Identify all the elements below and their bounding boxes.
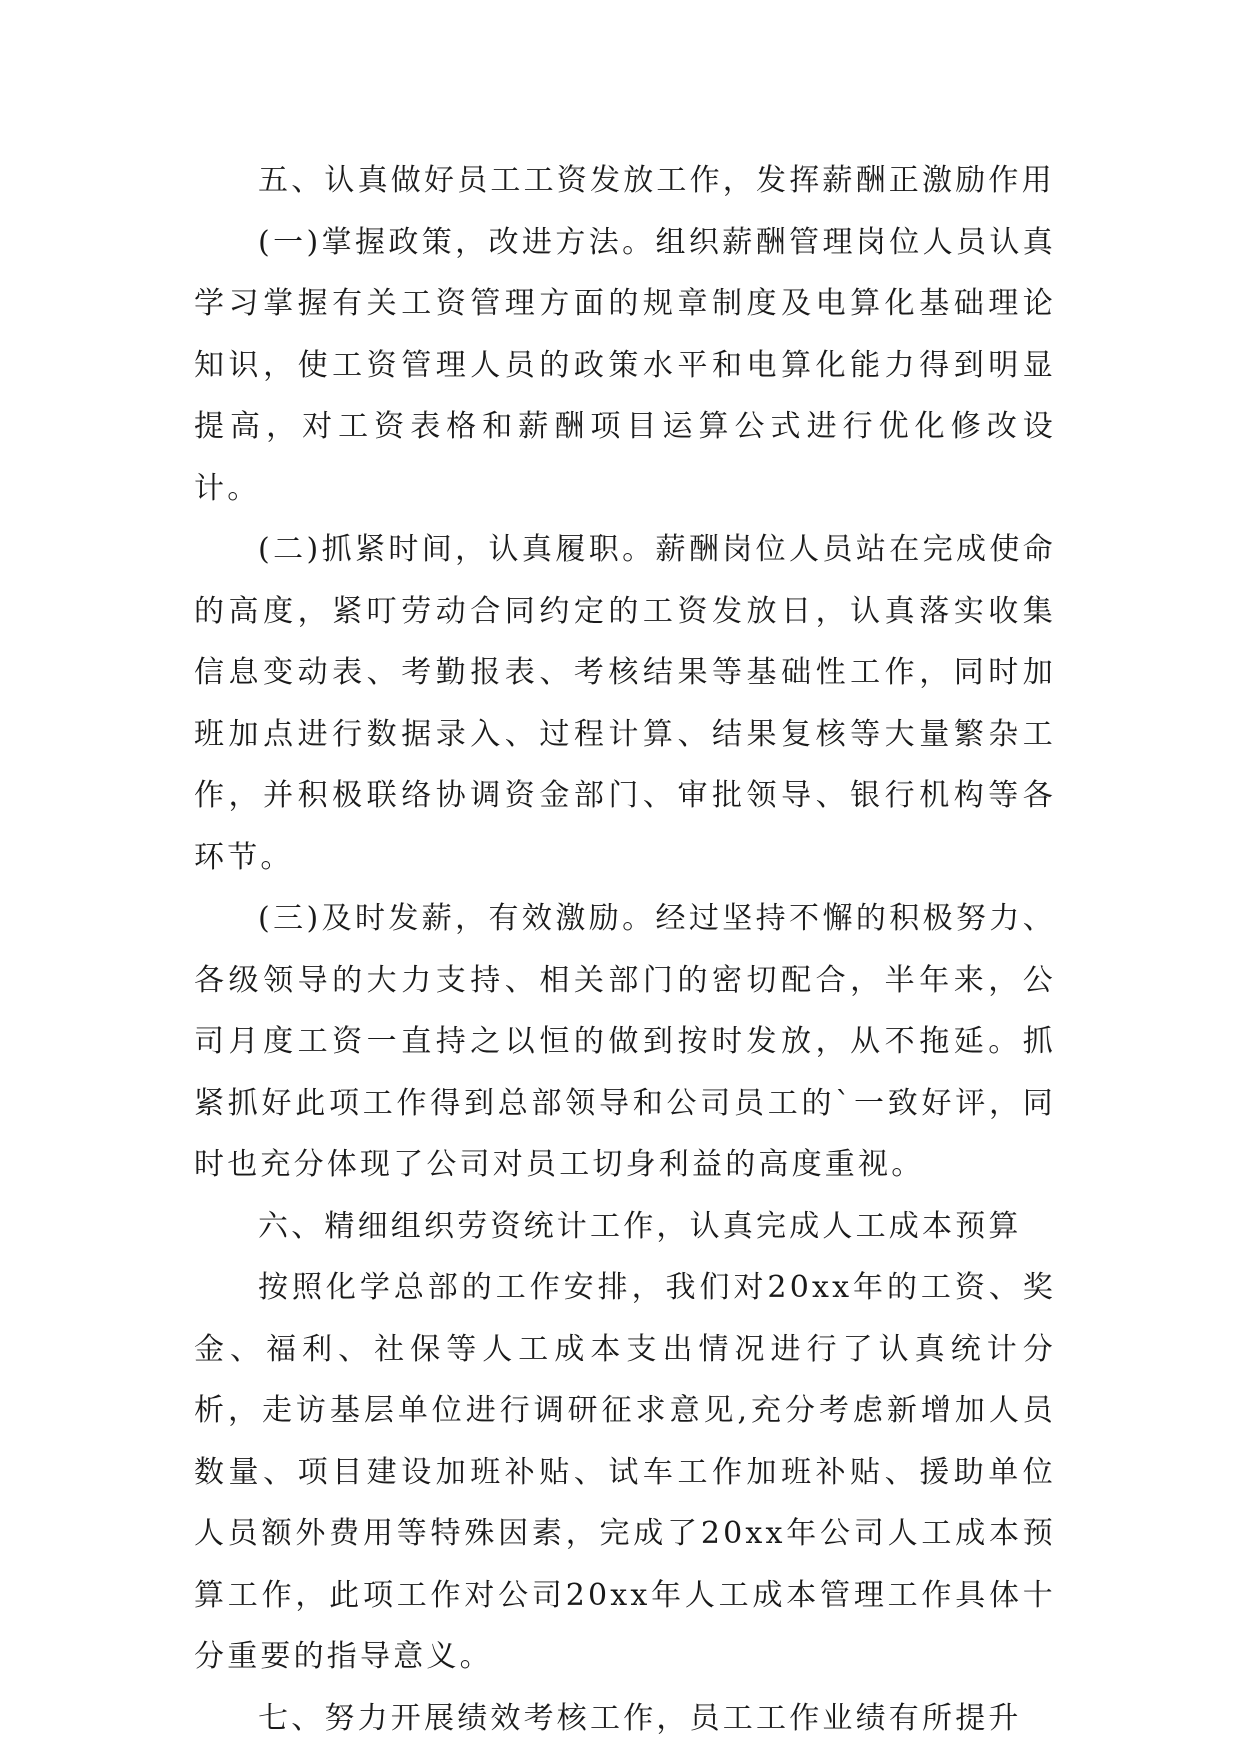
section-heading-7: 七、努力开展绩效考核工作，员工工作业绩有所提升 [258,1700,1022,1736]
paragraph-policy: (一)掌握政策，改进方法。组织薪酬管理岗位人员认真学习掌握有关工资管理方面的规章制度及电算化基础理论知识，使工资管理人员的政策水平和电算化能力得到明显提高，对工资表格和薪酬项目运算公式进行优化修改设计。 [194,224,1056,506]
section-heading-5: 五、认真做好员工工资发放工作，发挥薪酬正激励作用 [258,163,1055,198]
paragraph-time: (二)抓紧时间，认真履职。薪酬岗位人员站在完成使命的高度，紧叮劳动合同约定的工资发放日，认真落实收集信息变动表、考勤报表、考核结果等基础性工作，同时加班加点进行数据录入、过程计算、结果复核等大量繁杂工作，并积极联络协调资金部门、审批领导、银行机构等各环节。 [194,532,1056,875]
document-body [194,150,1056,1749]
section-heading-6: 六、精细组织劳资统计工作，认真完成人工成本预算 [258,1208,1022,1244]
paragraph-incentive: (三)及时发薪，有效激励。经过坚持不懈的积极努力、各级领导的大力支持、相关部门的密切配合，半年来，公司月度工资一直持之以恒的做到按时发放，从不拖延。抓紧抓好此项工作得到总部领导和公司员工的`一致好评，同时也充分体现了公司对员工切身利益的高度重视。 [194,901,1056,1182]
paragraph-budget: 按照化学总部的工作安排，我们对20xx年的工资、奖金、福利、社保等人工成本支出情况进行了认真统计分析，走访基层单位进行调研征求意见,充分考虑新增加人员数量、项目建设加班补贴、试车工作加班补贴、援助单位人员额外费用等特殊因素，完成了20xx年公司人工成本预算工作，此项工作对公司20xx年人工成本管理工作具体十分重要的指导意义。 [194,1270,1056,1674]
